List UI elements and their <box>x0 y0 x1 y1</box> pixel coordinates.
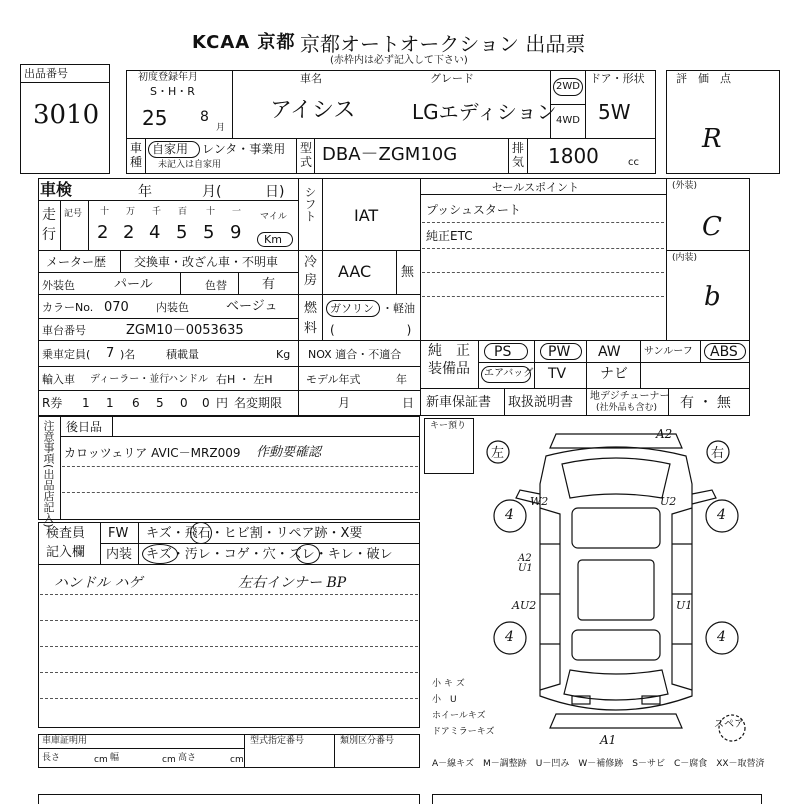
ac-none: 無 <box>401 265 415 280</box>
chassis-value: ZGM10－0053635 <box>126 323 244 338</box>
capacity-value: 7 <box>106 346 115 361</box>
mileage-digit-2: 4 <box>149 222 161 243</box>
color-no: 070 <box>104 300 129 315</box>
usage-label-1: 車 <box>130 141 143 155</box>
mileage-digit-0: 2 <box>97 222 109 243</box>
displacement-label-2: 気 <box>512 155 525 169</box>
recycle-digit-1: 1 <box>106 396 114 410</box>
shift-value: IAT <box>354 206 379 225</box>
recycle-digit-0: 1 <box>82 396 90 410</box>
inspector-note-2: 左右インナー BP <box>238 575 347 591</box>
equipment-abs: ABS <box>710 344 738 360</box>
lot-number: 3010 <box>33 100 100 130</box>
notes-line-1: カロッツェリア AVIC－MRZ009 <box>64 446 241 460</box>
mileage-label-2: 行 <box>42 227 56 243</box>
name-change-deadline: 名変期限 <box>234 396 283 410</box>
damage-codes: A－線キズ M－調整跡 U－凹み W－補修跡 S－サビ C－腐食 XX－取替済 <box>432 759 765 769</box>
usage-rest: レンタ・事業用 <box>202 142 286 156</box>
lot-label: 出品番号 <box>24 67 68 80</box>
mileage-mile: マイル <box>260 212 287 222</box>
exterior-color: パール <box>114 277 153 292</box>
mileage-unit-0: 十 <box>100 207 110 217</box>
mileage-digit-1: 2 <box>123 222 135 243</box>
page-subtitle: (赤枠内は必ず記入して下さい) <box>330 55 468 66</box>
footer-box-right <box>432 794 762 804</box>
door-value: 5W <box>598 100 631 124</box>
equipment-navi: ナビ <box>600 366 628 382</box>
model-year-unit: 年 <box>396 373 407 386</box>
displacement-value: 1800 <box>548 144 599 168</box>
model-year-label: モデル年式 <box>306 373 361 386</box>
car-diagram <box>476 424 756 747</box>
nox-label: NOX 適合・不適合 <box>308 348 402 361</box>
exterior-color-label: 外装色 <box>42 279 75 292</box>
key-label: キー預り <box>430 421 467 431</box>
first-reg-month: 8 <box>200 109 209 125</box>
diagram-mark-au2: AU2 <box>512 599 537 612</box>
legend-wheel: ホイールキズ <box>432 711 486 721</box>
recycle-digit-3: 5 <box>156 396 164 410</box>
door-label: ドア・形状 <box>590 72 645 85</box>
diagram-mark-u2: U2 <box>660 495 677 508</box>
meter-label: メーター歴 <box>46 255 107 269</box>
mileage-digit-5: 9 <box>230 222 242 243</box>
inspector-fw: FW <box>108 526 129 541</box>
width-label: 幅 <box>110 753 120 763</box>
inspection-day-unit: 日) <box>265 184 285 200</box>
deadline-month: 月 <box>338 396 351 410</box>
rating-value: R <box>702 124 722 154</box>
length-label: 長さ <box>42 753 61 763</box>
logo: KCAA 京都 <box>192 32 296 53</box>
mileage-unit-4: 十 <box>206 207 216 217</box>
diagram-bottom-mark: A1 <box>600 733 617 747</box>
diagram-mark-u1: U1 <box>676 599 693 612</box>
mileage-unit-5: 一 <box>232 207 242 217</box>
deadline-day: 日 <box>402 396 415 410</box>
first-reg-month-unit: 月 <box>216 123 226 133</box>
height-label: 高さ <box>178 753 197 763</box>
rating-box <box>666 70 780 174</box>
sales-point-2: 純正ETC <box>426 229 473 243</box>
capacity-unit: )名 <box>120 348 136 361</box>
model-label-2: 式 <box>300 155 313 169</box>
paint-label: 色替 <box>205 279 227 292</box>
designation-label: 型式指定番号 <box>250 736 305 746</box>
interior-color-label: 内装色 <box>156 301 189 314</box>
mileage-kigo: 記号 <box>64 209 83 219</box>
shift-label: シフト <box>303 186 317 222</box>
displacement-unit: cc <box>628 157 639 168</box>
fuel-label-2: 料 <box>304 321 318 336</box>
digital-tuner-sub: (社外品も含む) <box>596 403 658 413</box>
wheel-mark-rl: 4 <box>505 629 514 645</box>
meter-options: 交換車・改ざん車・不明車 <box>134 255 279 269</box>
ac-value: AAC <box>338 262 372 281</box>
handle-label: ハンドル <box>168 374 208 385</box>
equipment-label-2: 装備品 <box>428 361 470 377</box>
inspector-label-2: 記入欄 <box>46 545 86 560</box>
fuel-diesel: ・軽油 <box>382 302 415 315</box>
inspection-month-unit: 月( <box>202 184 222 200</box>
page-title: 京都オートオークション 出品票 <box>300 32 586 56</box>
first-reg-era: S・H・R <box>150 85 195 98</box>
interior-mark-circle-2 <box>296 544 320 564</box>
grade-label: グレード <box>430 72 474 85</box>
usage-note: 未記入は自家用 <box>158 160 222 170</box>
equipment-pw: PW <box>548 344 571 360</box>
mileage-unit-2: 千 <box>152 207 162 217</box>
capacity-label: 乗車定員( <box>42 348 91 361</box>
sales-points-label: セールスポイント <box>492 181 580 194</box>
first-reg-label: 初度登録年月 <box>138 72 198 83</box>
diagram-mark-w2: W2 <box>530 495 549 508</box>
diagram-right-label: 右 <box>711 446 725 461</box>
diagram-spare: スペア <box>714 719 744 730</box>
category-label: 類別区分番号 <box>340 736 395 746</box>
recycle-yen: 円 <box>216 396 229 410</box>
chassis-label: 車台番号 <box>42 324 86 337</box>
load-label: 積載量 <box>166 348 199 361</box>
garage-cert-label: 車庫証明用 <box>42 736 88 746</box>
paint-value: 有 <box>262 277 276 292</box>
equipment-tv: TV <box>548 366 567 382</box>
inspector-label-1: 検査員 <box>46 526 86 541</box>
inspector-fw-items: キズ・飛石・ヒビ割・リペア跡・X要 <box>146 526 363 541</box>
model-value: DBA－ZGM10G <box>322 144 458 165</box>
import-dealer: ディーラー・並行 <box>90 374 170 385</box>
equipment-label-1: 純 正 <box>428 343 470 359</box>
legend-scratch: 小 キ ズ <box>432 679 465 689</box>
usage-own: 自家用 <box>152 142 189 156</box>
exterior-grade-label: (外装) <box>672 181 698 191</box>
legend-mirror: ドアミラーキズ <box>432 727 495 737</box>
recycle-digit-5: 0 <box>202 396 210 410</box>
usage-label-2: 種 <box>130 155 143 169</box>
ac-label-2: 房 <box>304 273 318 288</box>
inspector-interior: 内装 <box>106 547 133 562</box>
mileage-digit-4: 5 <box>203 222 215 243</box>
inspector-interior-items: キズ・汚レ・コゲ・穴・ズレ・キレ・破レ <box>146 547 393 562</box>
fuel-label-1: 燃 <box>304 301 318 316</box>
diagram-left-label: 左 <box>491 446 505 461</box>
fuel-gas: ガソリン <box>330 302 374 315</box>
drive-4wd: 4WD <box>556 115 580 126</box>
drive-2wd: 2WD <box>556 81 580 92</box>
notes-side-label: 注意事項(出品店記入) <box>42 420 55 528</box>
manual-label: 取扱説明書 <box>508 395 574 410</box>
recycle-digit-2: 6 <box>132 396 140 410</box>
mileage-km: Km <box>264 233 282 246</box>
first-reg-year: 25 <box>142 106 168 130</box>
legend-dent: 小 U <box>432 695 457 705</box>
wheel-mark-fr: 4 <box>717 507 726 523</box>
color-no-label: カラーNo. <box>42 301 94 314</box>
notes-arrival: 後日品 <box>66 420 103 434</box>
digital-tuner-label: 地デジチューナー <box>590 391 670 402</box>
mileage-unit-3: 百 <box>178 207 188 217</box>
equipment-airbag: エアバッグ <box>484 368 534 379</box>
fuel-other: ( ) <box>330 323 412 337</box>
car-name-label: 車名 <box>300 72 322 85</box>
import-label: 輸入車 <box>42 373 75 386</box>
model-label-1: 型 <box>300 141 313 155</box>
notes-handwritten: 作動要確認 <box>256 445 322 460</box>
handle-value: 右H ・ 左H <box>216 373 273 386</box>
recycle-digit-4: 0 <box>180 396 188 410</box>
car-name: アイシス <box>270 98 356 123</box>
equipment-aw: AW <box>598 344 621 360</box>
mileage-unit-1: 万 <box>126 207 136 217</box>
equipment-ps: PS <box>494 344 512 360</box>
interior-grade-label: (内装) <box>672 253 698 263</box>
footer-box-left <box>38 794 420 804</box>
inspection-label: 車検 <box>40 180 73 199</box>
inspection-year-unit: 年 <box>138 184 152 200</box>
diagram-mark-a2u1: A2 U1 <box>518 553 533 574</box>
height-unit: cm <box>230 755 244 765</box>
displacement-label-1: 排 <box>512 141 525 155</box>
exterior-grade-value: C <box>702 212 722 242</box>
interior-color: ベージュ <box>226 299 278 314</box>
mileage-label-1: 走 <box>42 207 56 223</box>
interior-mark-circle-1 <box>142 544 178 564</box>
width-unit: cm <box>162 755 176 765</box>
interior-grade-value: b <box>704 282 721 312</box>
recycle-label: R券 <box>42 396 63 410</box>
warranty-label: 新車保証書 <box>426 395 492 410</box>
rating-label: 評 価 点 <box>676 72 731 85</box>
sales-point-1: プッシュスタート <box>426 203 521 217</box>
equipment-sunroof: サンルーフ <box>644 346 693 357</box>
inspector-note-1: ハンドル ハゲ <box>54 575 143 591</box>
digital-tuner-value: 有 ・ 無 <box>680 395 731 411</box>
length-unit: cm <box>94 755 108 765</box>
wheel-mark-fl: 4 <box>505 507 514 523</box>
wheel-mark-rr: 4 <box>717 629 726 645</box>
grade-value: LGエディション <box>412 100 557 124</box>
load-unit: Kg <box>276 348 291 361</box>
mileage-digit-3: 5 <box>176 222 188 243</box>
ac-label-1: 冷 <box>304 255 318 270</box>
diagram-top-mark: A2 <box>656 427 673 441</box>
fw-mark-circle <box>190 522 212 544</box>
